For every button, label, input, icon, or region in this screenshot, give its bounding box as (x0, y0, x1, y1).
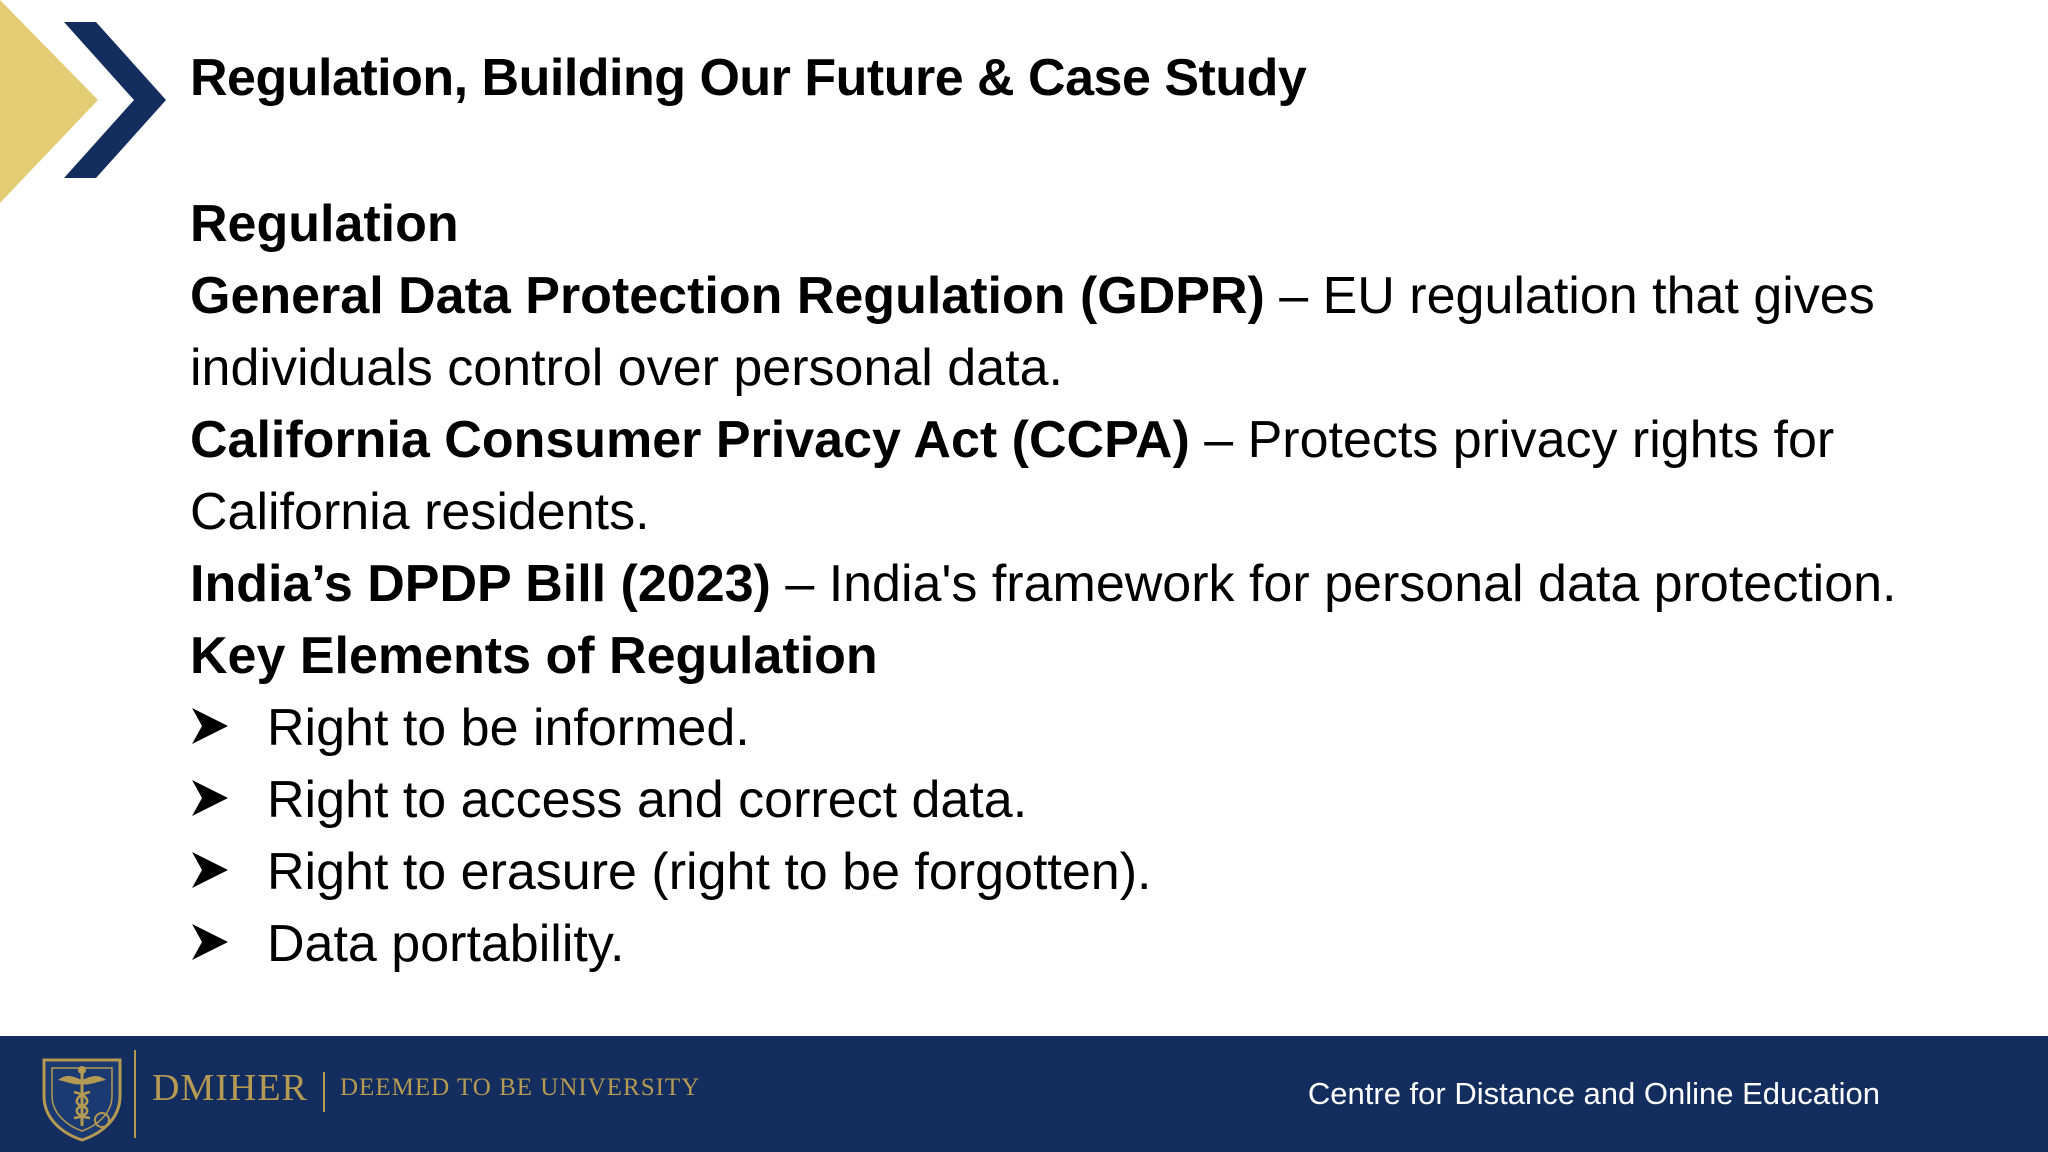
bullet-text: Data portability. (267, 915, 625, 973)
ccpa-entry (190, 404, 2020, 476)
gdpr-term: General Data Protection Regulation (GDPR) (190, 267, 1265, 325)
bullet-item (190, 764, 2020, 836)
dpdp-description: – India's framework for personal data protection. (770, 555, 1897, 613)
ccpa-description-continued: California residents. (190, 483, 650, 541)
arrowhead-bullet-icon (190, 922, 230, 962)
arrowhead-bullet-icon (190, 706, 230, 746)
regulation-heading: Regulation (190, 195, 459, 253)
bullet-text: Right to be informed. (267, 699, 750, 757)
footer-divider (134, 1050, 136, 1138)
gdpr-description: – EU regulation that gives (1264, 267, 1875, 325)
footer-bar (0, 1036, 2048, 1152)
bullet-item (190, 836, 2020, 908)
ccpa-description: – Protects privacy rights for (1189, 411, 1835, 469)
slide-body (190, 188, 2020, 980)
key-elements-heading: Key Elements of Regulation (190, 627, 878, 685)
footer-centre-name: Centre for Distance and Online Education (1307, 1076, 1880, 1111)
dpdp-entry (190, 548, 2020, 620)
footer-tagline: DEEMED TO BE UNIVERSITY (340, 1074, 701, 1101)
caduceus-shield-icon (38, 1050, 126, 1142)
ccpa-term: California Consumer Privacy Act (CCPA) (190, 411, 1190, 469)
slide-title: Regulation, Building Our Future & Case Study (190, 49, 1307, 107)
bullet-item (190, 908, 2020, 980)
gdpr-description-continued: individuals control over personal data. (190, 339, 1063, 397)
footer-brand-name: DMIHER (152, 1067, 308, 1109)
corner-chevron-decoration (0, 0, 170, 205)
footer-divider (323, 1072, 325, 1112)
dpdp-term: India’s DPDP Bill (2023) (190, 555, 771, 613)
bullet-item (190, 692, 2020, 764)
arrowhead-bullet-icon (190, 778, 230, 818)
bullet-text: Right to erasure (right to be forgotten). (267, 843, 1152, 901)
arrowhead-bullet-icon (190, 850, 230, 890)
gdpr-entry (190, 260, 2020, 332)
bullet-text: Right to access and correct data. (267, 771, 1028, 829)
